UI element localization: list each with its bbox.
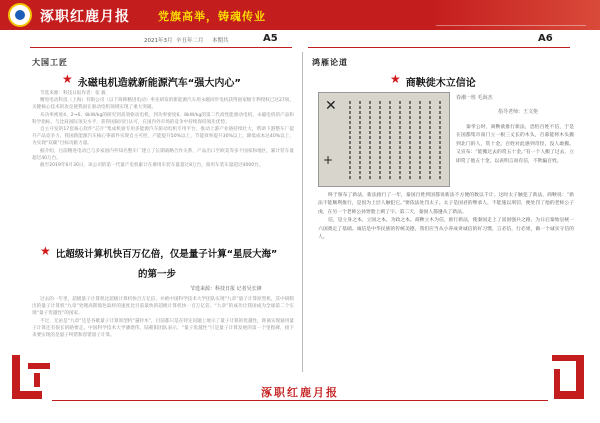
section-label-right: 鸿雁论道 — [312, 57, 348, 67]
essay-headline — [390, 74, 476, 89]
page-number-right: A6 — [538, 33, 553, 44]
handwriting-column — [379, 101, 381, 179]
essay-author: 春潮一班 毛海杰 — [456, 95, 493, 101]
article2-body — [32, 296, 294, 354]
banner-decoration — [430, 0, 600, 30]
handwriting-column — [359, 101, 361, 179]
article1-title: 永磁电机造就新能源汽车“强大内心” — [77, 78, 241, 89]
section-label-left: 大国工匠 — [32, 57, 68, 67]
handwriting-column — [349, 101, 351, 179]
banner-wave-icon — [436, 4, 586, 26]
essay-paragraph: 秦孝公时，商鞅欲推行新法，恐怕百姓不信，于是在国都集市南门立一根三丈长的木头，召募能将木头搬到北门的人，赏十金。百姓对此感到奇怪，没人敢搬。又宣布：“能搬过去的赏五十金。”有一个人搬了过去，立即赏了他五十金，以表明言而有信，不欺骗百姓。 — [456, 125, 574, 164]
handwritten-x-mark: ✕ — [325, 98, 337, 114]
column-divider — [302, 52, 303, 372]
essay-title: 商鞅徙木立信论 — [405, 78, 476, 89]
handwriting-column — [429, 101, 431, 179]
masthead-title: 涿职红鹿月报 — [40, 9, 130, 25]
header-rule-right — [308, 47, 570, 48]
masthead-slogan: 党旗高举，铸魂传业 — [158, 10, 266, 23]
article2-title-line2: 的第一步 — [138, 269, 177, 280]
essay-paragraph: 信，是立身之本，立国之本，为政之本。商鞅立木为信，推行新法，使秦国走上了富国强兵之路，为日后秦始皇统一六国奠定了基础。诚信是中华民族的传统美德，我们应当从小养成讲诚信的好习惯，言必信，行必果，做一个诚实守信的人。 — [318, 218, 574, 241]
essay-paragraph: 终于颁布了新法，新法推行了一年，秦国百姓到国都说新法不方便的数以千计。这时太子触犯了新法，商鞅说：“新法不能顺利推行，是因为上层人触犯它。”要依法处罚太子。太子是国君的继承人，不能施以刑罚，便处罚了他的老师公子虔，在另一个老师公孙贾脸上刺了字。第二天，秦国人都遵从了新法。 — [318, 193, 574, 215]
article1-paragraph: 据介绍，目前精进电动已与多家国内外知名整车厂建立了长期战略合作关系，产品出口至欧美等多个国家和地区，累计装车量超过40万台。 — [32, 148, 294, 161]
essay-teacher: 指导老师：王文艳 — [498, 109, 539, 115]
article2-byline: 节选来源：科技日报 记者吴长锋 — [190, 286, 262, 292]
article1-paragraph: 截至2019年6月30日，该公司的第一代量产电机累计在乘用车装车量超过8万台，商用车装车量超过4000台。 — [40, 163, 264, 169]
article1-headline — [62, 74, 292, 89]
footer-rule — [52, 400, 548, 401]
school-logo-icon — [8, 3, 32, 27]
issue-number: 本期共 — [212, 38, 229, 44]
article2-headline — [40, 246, 300, 260]
issue-info — [0, 33, 600, 47]
star-icon: ★ — [62, 72, 73, 86]
star-icon: ★ — [40, 244, 51, 258]
article1-body — [32, 90, 294, 230]
handwriting-column — [369, 101, 371, 179]
article1-source: 节选来源：科技日报作者：张 毅 — [40, 91, 106, 96]
handwritten-plus-mark: + — [323, 153, 334, 167]
essay-body — [318, 192, 574, 364]
header-rule-left — [30, 47, 292, 48]
article1-paragraph: 自主开发的17套核心软件“芯片”集成机驱专用多能源汽车驱动电机专用平台，推动上游产业链持续壮大，帮助下游整车厂提升产品竞争力，我国新能源汽车核心零部件实现自主可控，产能提升50%以上，节能效率提升30%以上，降低成本达40%以上，为实现“双碳”目标贡献力量。 — [32, 127, 294, 147]
article1-paragraph: 从功率密度4、2→6、8kW/kg的研究到高效驱动电机，到功率密度6、8kW/kg的第二代高性能驱动电机，永磁电机的产品和科学指标，与比肩国际顶尖水平，获得国际同行认可，在国内外市场的竞争中持续保持领先优势。 — [32, 112, 294, 125]
article2-paragraph: 不过，无论是“九章”还是谷歌量子计算原型机“悬铃木”，目前都只是在特定问题上展示了量子计算的优越性，距离实现通用量子计算还有很长的路要走。中国科学技术大学潘建伟、陆朝阳团队表示，“量子优越性”只是量子计算发展的第一个里程碑，接下来要实现的是量子纠错和容错量子计算。 — [32, 318, 294, 339]
handwriting-column — [419, 101, 421, 179]
article2-title-line1: 比超级计算机快百万亿倍，仅是量子计算“星辰大海” — [55, 249, 278, 260]
essay-intro — [456, 124, 574, 188]
handwriting-column — [389, 101, 391, 179]
handwriting-column — [399, 101, 401, 179]
handwriting-column — [409, 101, 411, 179]
issue-date: 2021年3月 — [144, 38, 173, 44]
star-icon: ★ — [390, 72, 401, 86]
article2-headline-cont — [138, 266, 176, 280]
page-number-left: A5 — [263, 33, 278, 44]
masthead-banner — [0, 0, 600, 30]
footer-title: 涿职红鹿月报 — [261, 386, 339, 399]
handwriting-column — [439, 101, 441, 179]
issue-lunar-date: 辛丑年二月 — [176, 38, 204, 44]
handwritten-essay-image — [318, 92, 450, 187]
article1-paragraph: 精进电动科技（上海）有限公司（以下简称精进电动）率先研发的新能源汽车用永磁同步电机获得国家级专利授权已达27项，关键核心技术的攻克使我国在驱动电机领域实现了重大突破。 — [32, 98, 294, 111]
article2-paragraph: 过去的一年里，超级量子计算机比超级计算机快百万亿倍，并被中国科学技术大学团队实现“九章”量子计算原型机，其中研制出的量子计算机“九章”处理高斯玻色取样的速度比目前最快的超级计算机快一百万亿倍。“九章”的成功让我国成为全球第二个实现“量子优越性”的国家。 — [32, 297, 294, 317]
